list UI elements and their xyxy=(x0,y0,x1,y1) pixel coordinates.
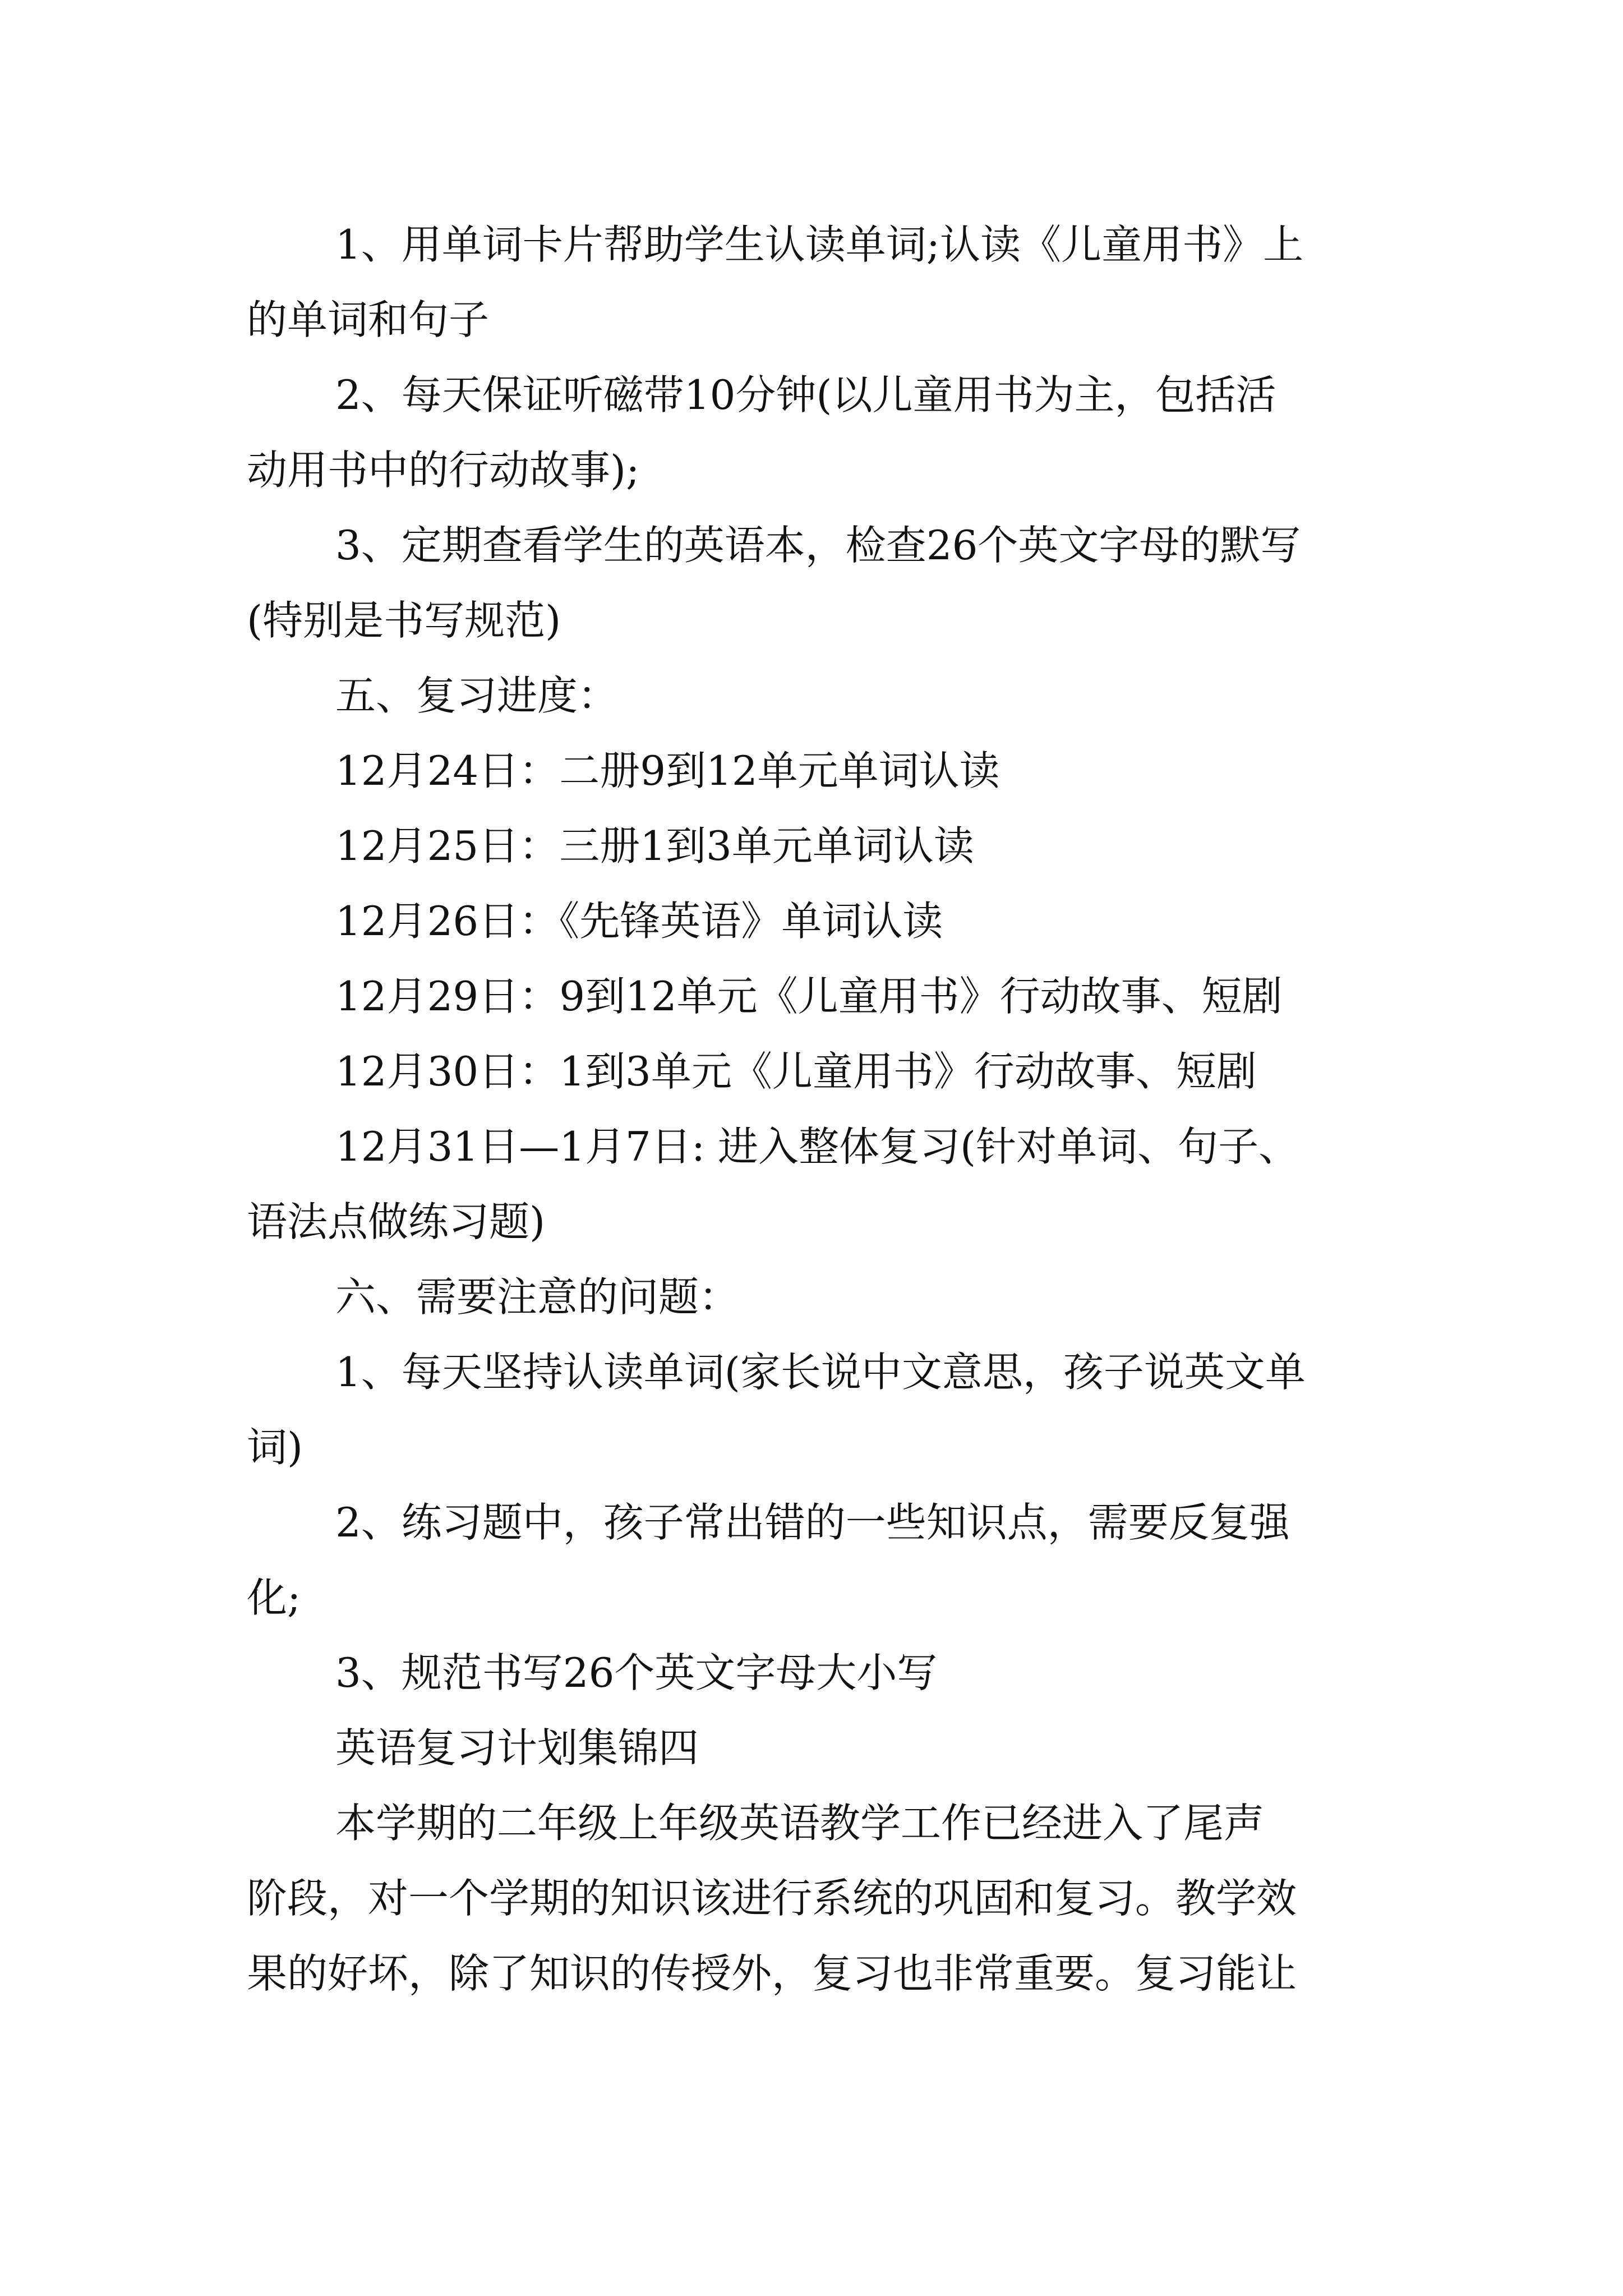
text-line: 2、练习题中，孩子常出错的一些知识点，需要反复强 xyxy=(335,1499,1290,1546)
text-line: 词) xyxy=(247,1424,303,1471)
schedule-item: 12月25日：三册1到3单元单词认读 xyxy=(335,822,974,869)
text-line: 本学期的二年级上年级英语教学工作已经进入了尾声 xyxy=(335,1800,1265,1847)
text-line: 2、每天保证听磁带10分钟(以儿童用书为主，包括活 xyxy=(335,371,1276,418)
text-line: 化; xyxy=(247,1574,301,1621)
schedule-item: 12月29日：9到12单元《儿童用书》行动故事、短剧 xyxy=(335,973,1283,1020)
text-line: 3、规范书写26个英文字母大小写 xyxy=(335,1649,938,1696)
text-line: 3、定期查看学生的英语本，检查26个英文字母的默写 xyxy=(335,522,1301,569)
text-line: 语法点做练习题) xyxy=(247,1198,546,1245)
text-line: 的单词和句子 xyxy=(247,296,490,343)
schedule-item: 12月24日：二册9到12单元单词认读 xyxy=(335,747,1000,794)
schedule-item: 12月30日：1到3单元《儿童用书》行动故事、短剧 xyxy=(335,1048,1257,1095)
section-heading: 六、需要注意的问题： xyxy=(335,1273,740,1320)
section-heading: 五、复习进度： xyxy=(335,672,619,719)
text-line: 果的好坏，除了知识的传授外，复习也非常重要。复习能让 xyxy=(247,1950,1297,1997)
text-line: 动用书中的行动故事); xyxy=(247,447,640,494)
document-title: 英语复习计划集锦四 xyxy=(335,1724,699,1772)
text-line: 阶段，对一个学期的知识该进行系统的巩固和复习。教学效 xyxy=(247,1875,1297,1922)
schedule-item: 12月26日：《先锋英语》单词认读 xyxy=(335,898,943,945)
schedule-item: 12月31日—1月7日: 进入整体复习(针对单词、句子、 xyxy=(335,1123,1299,1170)
text-line: 1、每天坚持认读单词(家长说中文意思，孩子说英文单 xyxy=(335,1349,1306,1396)
text-line: 1、用单词卡片帮助学生认读单词;认读《儿童用书》上 xyxy=(335,221,1304,268)
text-line: (特别是书写规范) xyxy=(247,597,561,644)
